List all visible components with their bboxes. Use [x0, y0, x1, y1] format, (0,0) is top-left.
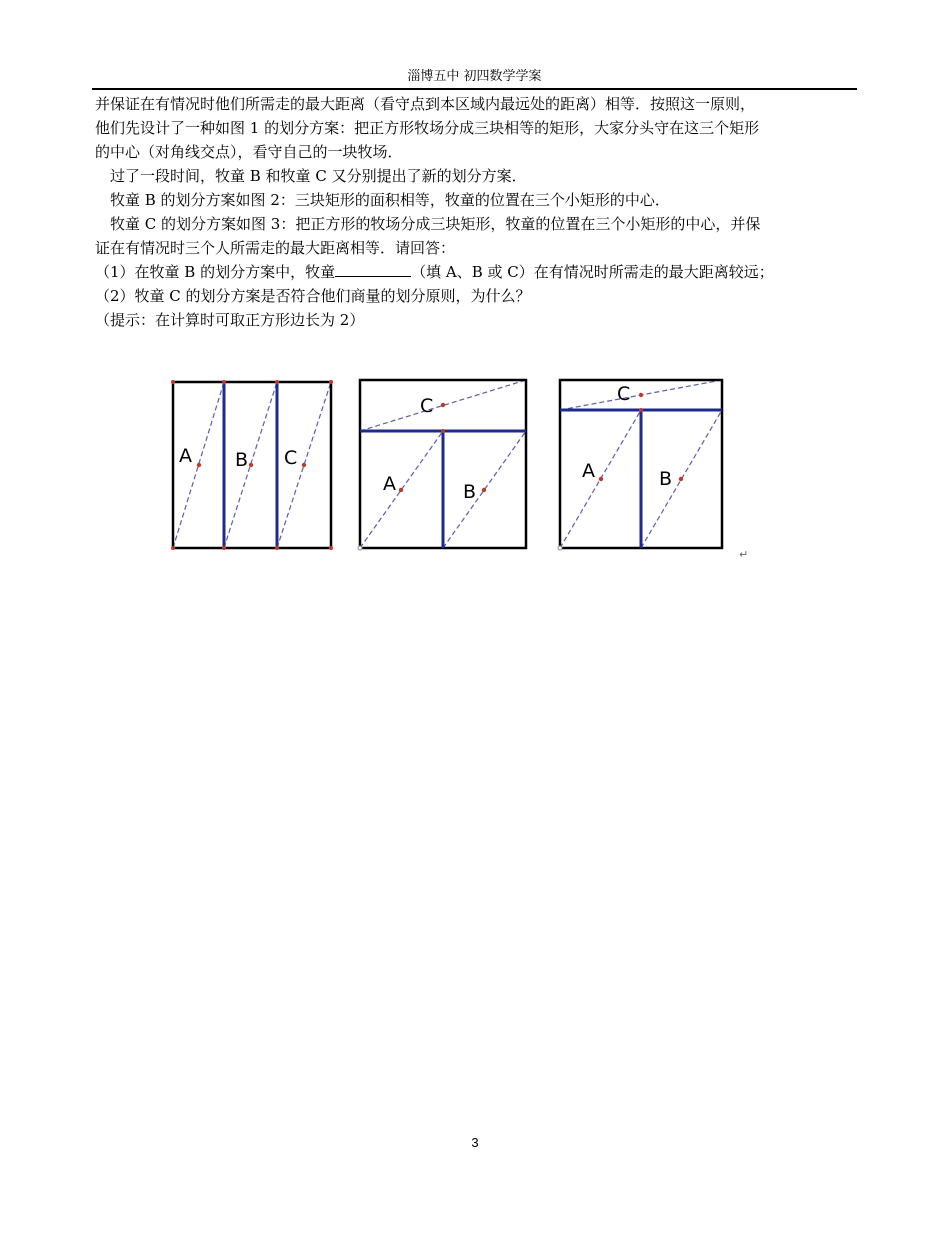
center-dot-a	[197, 463, 201, 467]
paragraph-line: 并保证在有情况时他们所需走的最大距离（看守点到本区域内最远处的距离）相等．按照这一原则，	[95, 95, 756, 113]
vertex-dot	[329, 380, 333, 384]
center-dot-b	[679, 477, 683, 481]
vertex-dot	[222, 380, 226, 384]
problem-text	[95, 92, 860, 332]
label-c: C	[284, 447, 298, 469]
question-2: （2）牧童 C 的划分方案是否符合他们商量的划分原则，为什么？	[95, 287, 531, 305]
center-dot-b	[482, 488, 486, 492]
paragraph-line: 牧童 B 的划分方案如图 2：三块矩形的面积相等，牧童的位置在三个小矩形的中心．	[110, 191, 670, 209]
header-title: 淄博五中 初四数学学案	[407, 69, 542, 84]
figures-svg	[165, 374, 765, 560]
vertex-dot	[171, 380, 175, 384]
center-dot-a	[599, 477, 603, 481]
center-dot-a	[399, 488, 403, 492]
question-1-before: （1）在牧童 B 的划分方案中，牧童	[95, 263, 336, 281]
return-mark: ↵	[739, 548, 749, 560]
label-a: A	[582, 460, 595, 482]
question-1	[95, 260, 860, 284]
page-number: 3	[471, 1135, 479, 1150]
label-b: B	[659, 468, 673, 490]
answer-blank[interactable]	[335, 261, 411, 277]
label-b: B	[235, 449, 249, 471]
paragraph-line: 的中心（对角线交点），看守自己的一块牧场．	[95, 143, 403, 161]
vertex-dot	[275, 546, 279, 550]
vertex-dot	[171, 546, 175, 550]
vertex-dot	[558, 546, 562, 550]
vertex-dot	[441, 429, 445, 433]
center-dot-c	[302, 463, 306, 467]
vertex-dot	[639, 408, 643, 412]
center-dot-c	[639, 393, 643, 397]
page-header	[92, 66, 857, 90]
figures-row	[165, 374, 765, 560]
label-c: C	[617, 383, 631, 405]
figure-1	[171, 380, 333, 550]
paragraph-line: 过了一段时间，牧童 B 和牧童 C 又分别提出了新的划分方案．	[110, 167, 527, 185]
figure-3	[558, 380, 722, 550]
paragraph-line: 他们先设计了一种如图 1 的划分方案：把正方形牧场分成三块相等的矩形，大家分头守在这三个矩形	[95, 119, 760, 137]
label-b: B	[463, 481, 477, 503]
vertex-dot	[275, 380, 279, 384]
hint: （提示：在计算时可取正方形边长为 2）	[95, 311, 365, 329]
vertex-dot	[358, 546, 362, 550]
label-a: A	[179, 445, 192, 467]
vertex-dot	[329, 546, 333, 550]
center-dot-b	[249, 463, 253, 467]
vertex-dot	[222, 546, 226, 550]
label-a: A	[383, 473, 396, 495]
question-1-after: （填 A、B 或 C）在有情况时所需走的最大距离较远；	[411, 263, 774, 281]
label-c: C	[420, 395, 434, 417]
paragraph-line: 牧童 C 的划分方案如图 3：把正方形的牧场分成三块矩形，牧童的位置在三个小矩形的中心，并保	[110, 215, 761, 233]
paragraph-line: 证在有情况时三个人所需走的最大距离相等．请回答：	[95, 239, 456, 257]
figure-2	[358, 380, 526, 550]
center-dot-c	[441, 403, 445, 407]
